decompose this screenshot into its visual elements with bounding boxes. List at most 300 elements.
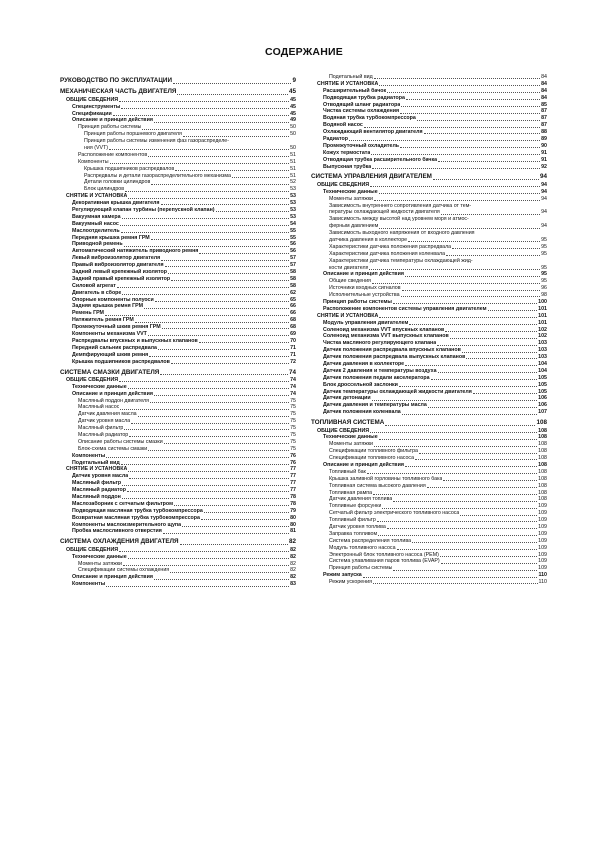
toc-entry — [60, 186, 296, 193]
dot-leader — [154, 579, 289, 580]
toc-entry — [311, 496, 547, 503]
toc-entry-title: Распредвалы и детали газораспределительного механизма — [84, 172, 231, 179]
toc-page-number: 108 — [536, 419, 547, 427]
toc-page-number: 51 — [290, 172, 296, 179]
toc-entry — [311, 216, 547, 223]
toc-page-number: 94 — [541, 188, 547, 195]
toc-entry-title: датчика давления в коллекторе — [329, 236, 408, 243]
toc-page-number: 104 — [538, 361, 547, 367]
toc-entry — [60, 207, 296, 214]
dot-leader — [415, 459, 537, 460]
toc-entry — [311, 223, 547, 230]
toc-entry — [311, 395, 547, 402]
dot-leader — [408, 241, 540, 242]
toc-entry-title: Модуль управления двигателем — [323, 319, 409, 326]
toc-page-number: 105 — [538, 381, 547, 388]
toc-page-number: 77 — [290, 466, 296, 473]
dot-leader — [462, 352, 537, 353]
dot-leader — [149, 356, 289, 357]
toc-entry — [311, 292, 547, 299]
toc-entry — [311, 572, 547, 579]
toc-entry — [60, 501, 296, 508]
toc-entry-title: Компоненты маслоизмерительного щупа — [72, 521, 182, 528]
toc-page-number: 101 — [538, 319, 547, 326]
dot-leader — [158, 349, 289, 350]
dot-leader — [232, 177, 289, 178]
toc-entry-title: ОБЩИЕ СВЕДЕНИЯ — [66, 96, 119, 103]
toc-entry-title: Спецификации топливного фильтра — [329, 448, 418, 455]
toc-entry-title: Промежуточный шкив ремня ГРМ — [72, 324, 161, 331]
toc-page-number: 52 — [290, 179, 296, 186]
toc-entry-title: Отводящий шланг радиатора — [323, 101, 401, 108]
toc-entry — [60, 425, 296, 432]
toc-entry-title: Датчик давления в коллекторе — [323, 361, 405, 367]
toc-entry-title: Передний сальник распредвала — [72, 344, 157, 351]
toc-entry-title: Компоненты механизма VVT — [72, 331, 147, 338]
dot-leader — [431, 379, 538, 380]
dot-leader — [445, 331, 537, 332]
toc-entry-title: Описание и принцип действия — [72, 117, 153, 124]
toc-entry-title: Датчик температуры охлаждающей жидкости двигателя — [323, 388, 472, 395]
toc-page-number: 105 — [538, 374, 547, 381]
toc-page-number: 78 — [290, 500, 296, 507]
dot-leader — [120, 409, 289, 410]
toc-page-number: 57 — [290, 262, 296, 269]
dot-leader — [452, 248, 540, 249]
toc-entry-title: Вакуумный насос — [72, 220, 119, 227]
toc-entry — [311, 483, 547, 490]
dot-leader — [124, 429, 289, 430]
dot-leader — [110, 163, 290, 164]
toc-page-number: 74 — [290, 376, 296, 383]
toc-entry-title: Расширительный бачок — [323, 87, 387, 94]
toc-entry-title: Опорные компоненты полуоси — [72, 296, 154, 303]
toc-entry-title: Датчик давления масла — [78, 411, 137, 418]
dot-leader — [151, 184, 289, 185]
dot-leader — [402, 290, 541, 291]
toc-entry-title: Водяной насос — [323, 122, 363, 129]
toc-entry — [60, 111, 296, 118]
toc-entry — [60, 581, 296, 588]
toc-entry — [60, 317, 296, 324]
toc-page-number: 78 — [290, 494, 296, 501]
toc-page-number: 56 — [290, 241, 296, 248]
toc-entry — [60, 453, 296, 460]
dot-leader — [372, 283, 540, 284]
toc-page-number: 84 — [541, 94, 547, 101]
toc-entry-title: Датчик положения распредвала выпускных клапанов — [323, 354, 466, 361]
toc-entry — [60, 124, 296, 131]
toc-entry-title: Правый виброизолятор двигателя — [72, 262, 164, 269]
toc-page-number: 108 — [538, 475, 547, 482]
toc-entry — [311, 230, 547, 237]
dot-leader — [473, 393, 537, 394]
toc-section — [311, 173, 547, 181]
dot-leader — [446, 255, 540, 256]
toc-page-number: 91 — [541, 156, 547, 163]
toc-entry — [60, 473, 296, 480]
toc-page-number: 50 — [290, 124, 296, 131]
toc-entry-title: Крышка заливной горловины топливного бака — [329, 475, 443, 482]
toc-entry — [311, 209, 547, 216]
toc-entry-title: пературы охлаждающей жидкости двигателя — [329, 209, 440, 216]
toc-entry — [311, 108, 547, 115]
toc-page-number: 75 — [290, 425, 296, 432]
toc-entry — [311, 285, 547, 292]
toc-page-number: 65 — [290, 296, 296, 303]
toc-entry-title: Описание и принцип действия — [323, 271, 404, 278]
toc-entry-title: Система распределения топлива — [329, 537, 412, 544]
toc-entry — [60, 331, 296, 338]
dot-leader — [441, 563, 537, 564]
toc-entry-title: Блок цилиндров — [84, 186, 125, 193]
dot-leader — [393, 570, 537, 571]
toc-page-number: 109 — [538, 530, 547, 537]
toc-entry-title: Подетальный вид — [329, 73, 373, 80]
dot-leader — [174, 505, 289, 506]
toc-page-number: 70 — [290, 337, 296, 344]
toc-entry-title: СНЯТИЕ И УСТАНОВКА — [66, 466, 128, 473]
dot-leader — [440, 556, 537, 557]
toc-entry-title: Датчик положения распредвала впускных клапанов — [323, 347, 461, 354]
toc-entry-title: Масляный радиатор — [72, 487, 127, 494]
toc-page-number: 62 — [290, 289, 296, 296]
toc-entry-title: Технические данные — [323, 434, 378, 441]
toc-entry-title: Масляный фильтр — [78, 425, 124, 432]
toc-entry-title: Технические данные — [323, 188, 378, 195]
toc-entry-title: Задняя крышка ремня ГРМ — [72, 303, 144, 310]
dot-leader — [123, 565, 289, 566]
dot-leader — [160, 374, 288, 375]
dot-leader — [450, 338, 537, 339]
toc-page-number: 109 — [538, 544, 547, 551]
toc-entry-title: Ремень ГРМ — [72, 310, 104, 317]
toc-entry-title: Выпускная трубка — [323, 163, 372, 170]
dot-leader — [409, 324, 537, 325]
toc-entry-title: Топливный фильтр — [329, 517, 376, 524]
dot-leader — [117, 287, 289, 288]
toc-page-number: 75 — [290, 432, 296, 439]
toc-page-number: 102 — [538, 333, 547, 340]
toc-entry — [311, 157, 547, 164]
dot-leader — [151, 239, 289, 240]
toc-entry-title: Задний левый крепежный изолятор — [72, 269, 167, 276]
toc-entry — [60, 159, 296, 166]
dot-leader — [105, 315, 289, 316]
toc-entry — [60, 554, 296, 561]
dot-leader — [119, 551, 289, 552]
toc-entry-title: Исполнительные устройства — [329, 292, 400, 299]
toc-entry-title: Подводящая трубка радиатора — [323, 94, 405, 101]
dot-leader — [148, 156, 289, 157]
dot-leader — [128, 198, 289, 199]
page-title: СОДЕРЖАНИЕ — [265, 46, 343, 58]
toc-entry-title: Компоненты — [72, 452, 106, 459]
toc-entry-title: Соленоид механизма VVT впускных клапанов — [323, 326, 445, 333]
toc-entry — [311, 340, 547, 347]
dot-leader — [373, 494, 537, 495]
toc-page-number: 50 — [290, 131, 296, 138]
toc-subsection — [311, 81, 547, 88]
dot-leader — [417, 120, 540, 121]
toc-entry — [311, 579, 547, 586]
toc-page-number: 106 — [538, 402, 547, 409]
dot-leader — [377, 521, 537, 522]
toc-page-number: 104 — [538, 367, 547, 374]
toc-entry — [60, 529, 296, 536]
toc-entry — [311, 354, 547, 361]
dot-leader — [106, 586, 289, 587]
dot-leader — [379, 228, 540, 229]
toc-page-number: 94 — [541, 209, 547, 216]
toc-entry-title: Возвратная масляная трубка турбокомпрессора — [72, 514, 200, 521]
toc-page-number: 95 — [541, 236, 547, 243]
toc-entry — [311, 136, 547, 143]
dot-leader — [164, 443, 289, 444]
toc-entry — [311, 441, 547, 448]
toc-page-number: 109 — [538, 503, 547, 510]
toc-entry — [311, 320, 547, 327]
toc-entry-title: Описание и принцип действия — [323, 461, 404, 468]
toc-entry-title: Принцип работы поршневого двигателя — [84, 131, 182, 138]
toc-page-number: 56 — [290, 248, 296, 255]
toc-entry — [311, 150, 547, 157]
toc-page-number: 95 — [541, 264, 547, 271]
toc-entry-title: Регулирующий клапан турбины (перепускной клапан) — [72, 207, 215, 214]
toc-page-number: 84 — [541, 80, 547, 87]
toc-entry — [311, 306, 547, 313]
toc-entry-title: Силовой агрегат — [72, 282, 116, 289]
toc-entry-title: Датчик уровня топлива — [329, 523, 386, 530]
toc-entry — [311, 524, 547, 531]
toc-page-number: 75 — [290, 438, 296, 445]
toc-page-number: 53 — [290, 213, 296, 220]
toc-entry — [60, 304, 296, 311]
toc-page-number: 79 — [290, 507, 296, 514]
dot-leader — [387, 92, 540, 93]
toc-entry-title: Заправка топливом — [329, 530, 378, 537]
dot-leader — [177, 94, 288, 95]
dot-leader — [138, 416, 289, 417]
toc-page-number: 89 — [541, 136, 547, 142]
dot-leader — [369, 269, 540, 270]
toc-entry-title: Общие сведения — [329, 278, 371, 285]
dot-leader — [387, 528, 537, 529]
toc-entry — [60, 152, 296, 159]
toc-entry — [60, 283, 296, 290]
dot-leader — [135, 322, 289, 323]
toc-entry — [60, 117, 296, 124]
toc-page-number: 45 — [290, 103, 296, 110]
toc-page-number: 69 — [290, 331, 296, 338]
toc-subsection — [311, 182, 547, 189]
dot-leader — [424, 133, 541, 134]
dot-leader — [125, 191, 289, 192]
dot-leader — [129, 478, 289, 479]
toc-entry — [60, 359, 296, 366]
toc-page-number: 77 — [290, 480, 296, 487]
toc-entry — [311, 347, 547, 354]
dot-leader — [120, 225, 289, 226]
toc-entry — [311, 531, 547, 538]
toc-entry — [311, 327, 547, 334]
toc-page-number: 109 — [538, 537, 547, 544]
toc-page-number: 102 — [538, 326, 547, 333]
toc-page-number: 72 — [290, 358, 296, 365]
toc-section — [311, 419, 547, 427]
toc-entry-title: Зависимость выходного напряжения от входного давления — [329, 230, 475, 237]
toc-entry — [60, 179, 296, 186]
toc-entry-title: Моменты затяжки — [78, 560, 123, 567]
toc-page-number: 49 — [290, 117, 296, 124]
dot-leader — [400, 113, 540, 114]
toc-page-number: 75 — [290, 397, 296, 404]
toc-page-number: 81 — [290, 528, 296, 535]
dot-leader — [155, 301, 289, 302]
toc-section — [60, 77, 296, 85]
dot-leader — [121, 464, 289, 465]
toc-entry — [60, 574, 296, 581]
toc-entry-title: Датчик давления и температуры масла — [323, 402, 427, 409]
toc-entry — [60, 214, 296, 221]
toc-entry-title: Режим запуска — [323, 572, 362, 579]
toc-entry — [311, 469, 547, 476]
dot-leader — [405, 276, 540, 277]
toc-entry-title: Декоративная крышка двигателя — [72, 200, 160, 207]
dot-leader — [113, 115, 289, 116]
toc-entry-title: Водяная трубка турбокомпрессора — [323, 115, 416, 122]
dot-leader — [379, 85, 540, 86]
toc-page-number: 94 — [541, 223, 547, 230]
toc-entry — [311, 510, 547, 517]
dot-leader — [173, 83, 292, 84]
dot-leader — [180, 544, 288, 545]
dot-leader — [373, 583, 538, 584]
toc-entry — [311, 538, 547, 545]
dot-leader — [419, 453, 537, 454]
toc-page-number: 109 — [538, 510, 547, 517]
toc-page-number: 74 — [290, 390, 296, 397]
toc-entry-title: Охлаждающий вентилятор двигателя — [323, 129, 423, 136]
toc-entry — [311, 476, 547, 483]
dot-leader — [374, 200, 540, 201]
toc-entry-title: Источники входных сигналов — [329, 285, 401, 292]
toc-entry — [311, 409, 547, 416]
dot-leader — [183, 136, 289, 137]
toc-page-number: 51 — [290, 158, 296, 165]
toc-page-number: 95 — [541, 243, 547, 250]
toc-entry — [311, 382, 547, 389]
toc-page-number: 109 — [538, 565, 547, 572]
toc-entry — [60, 494, 296, 501]
dot-leader — [122, 485, 289, 486]
toc-entry — [311, 196, 547, 203]
dot-leader — [379, 439, 538, 440]
toc-page-number: 92 — [541, 163, 547, 170]
toc-subsection — [311, 428, 547, 435]
dot-leader — [433, 179, 539, 180]
toc-entry — [60, 487, 296, 494]
dot-leader — [119, 101, 289, 102]
toc-page-number: 91 — [541, 149, 547, 156]
toc-entry — [311, 552, 547, 559]
toc-entry-title: Приводной ремень — [72, 241, 123, 248]
toc-page-number: 82 — [290, 574, 296, 581]
toc-entry — [60, 221, 296, 228]
dot-leader — [385, 425, 535, 426]
toc-entry-title: Моменты затяжки — [329, 195, 374, 202]
toc-entry-title: Расположение компонентов системы управления двигателем — [323, 305, 487, 312]
toc-page-number: 94 — [541, 195, 547, 202]
toc-entry-title: ния (VVT) — [84, 145, 109, 151]
toc-entry-title: Подводящая масляная трубка турбокомпрессора — [72, 507, 203, 514]
toc-entry-title: Система улавливания паров топлива (EVAP) — [329, 558, 440, 565]
toc-page-number: 76 — [290, 459, 296, 466]
toc-entry-title: Чистка системы охлаждения — [323, 108, 400, 115]
dot-leader — [401, 296, 541, 297]
toc-page-number: 75 — [290, 445, 296, 452]
dot-leader — [405, 365, 537, 366]
toc-entry-title: Датчик положения коленвала — [323, 409, 401, 416]
dot-leader — [374, 446, 537, 447]
toc-page-number: 51 — [290, 165, 296, 172]
toc-page-number: 58 — [290, 275, 296, 282]
toc-entry-title: Зависимость внутреннего сопротивления датчика от тем- — [329, 202, 472, 209]
toc-entry — [311, 88, 547, 95]
dot-leader — [400, 147, 540, 148]
toc-entry-title: ОБЩИЕ СВЕДЕНИЯ — [66, 376, 119, 383]
dot-leader — [148, 450, 289, 451]
toc-entry — [311, 448, 547, 455]
toc-entry — [60, 166, 296, 173]
dot-leader — [372, 168, 540, 169]
toc-page-number: 96 — [541, 285, 547, 292]
toc-page-number: 68 — [290, 324, 296, 331]
toc-page-number: 103 — [538, 340, 547, 347]
toc-entry — [60, 290, 296, 297]
dot-leader — [488, 310, 538, 311]
dot-leader — [161, 260, 289, 261]
dot-leader — [382, 508, 537, 509]
toc-entry-title: Распредвалы впускных и выпускных клапанов — [72, 337, 198, 344]
toc-entry — [311, 565, 547, 572]
dot-leader — [370, 186, 540, 187]
toc-entry-title: СНЯТИЕ И УСТАНОВКА — [66, 193, 128, 200]
dot-leader — [201, 519, 289, 520]
toc-entry — [311, 237, 547, 244]
toc-page-number: 9 — [292, 76, 296, 84]
toc-page-number: 84 — [541, 73, 547, 80]
toc-page-number: 109 — [538, 523, 547, 530]
toc-entry — [60, 104, 296, 111]
dot-leader — [161, 204, 290, 205]
toc-entry — [311, 299, 547, 306]
dot-leader — [441, 214, 540, 215]
toc-entry — [60, 411, 296, 418]
dot-leader — [460, 515, 537, 516]
toc-section — [60, 538, 296, 546]
toc-entry — [311, 74, 547, 81]
toc-page-number: 45 — [290, 110, 296, 117]
toc-page-number: 103 — [538, 347, 547, 354]
toc-entry — [60, 398, 296, 405]
dot-leader — [165, 266, 290, 267]
dot-leader — [122, 294, 289, 295]
toc-entry-title: ОБЩИЕ СВЕДЕНИЯ — [66, 546, 119, 553]
toc-page-number: 108 — [538, 441, 547, 448]
dot-leader — [148, 335, 289, 336]
toc-entry — [60, 145, 296, 152]
